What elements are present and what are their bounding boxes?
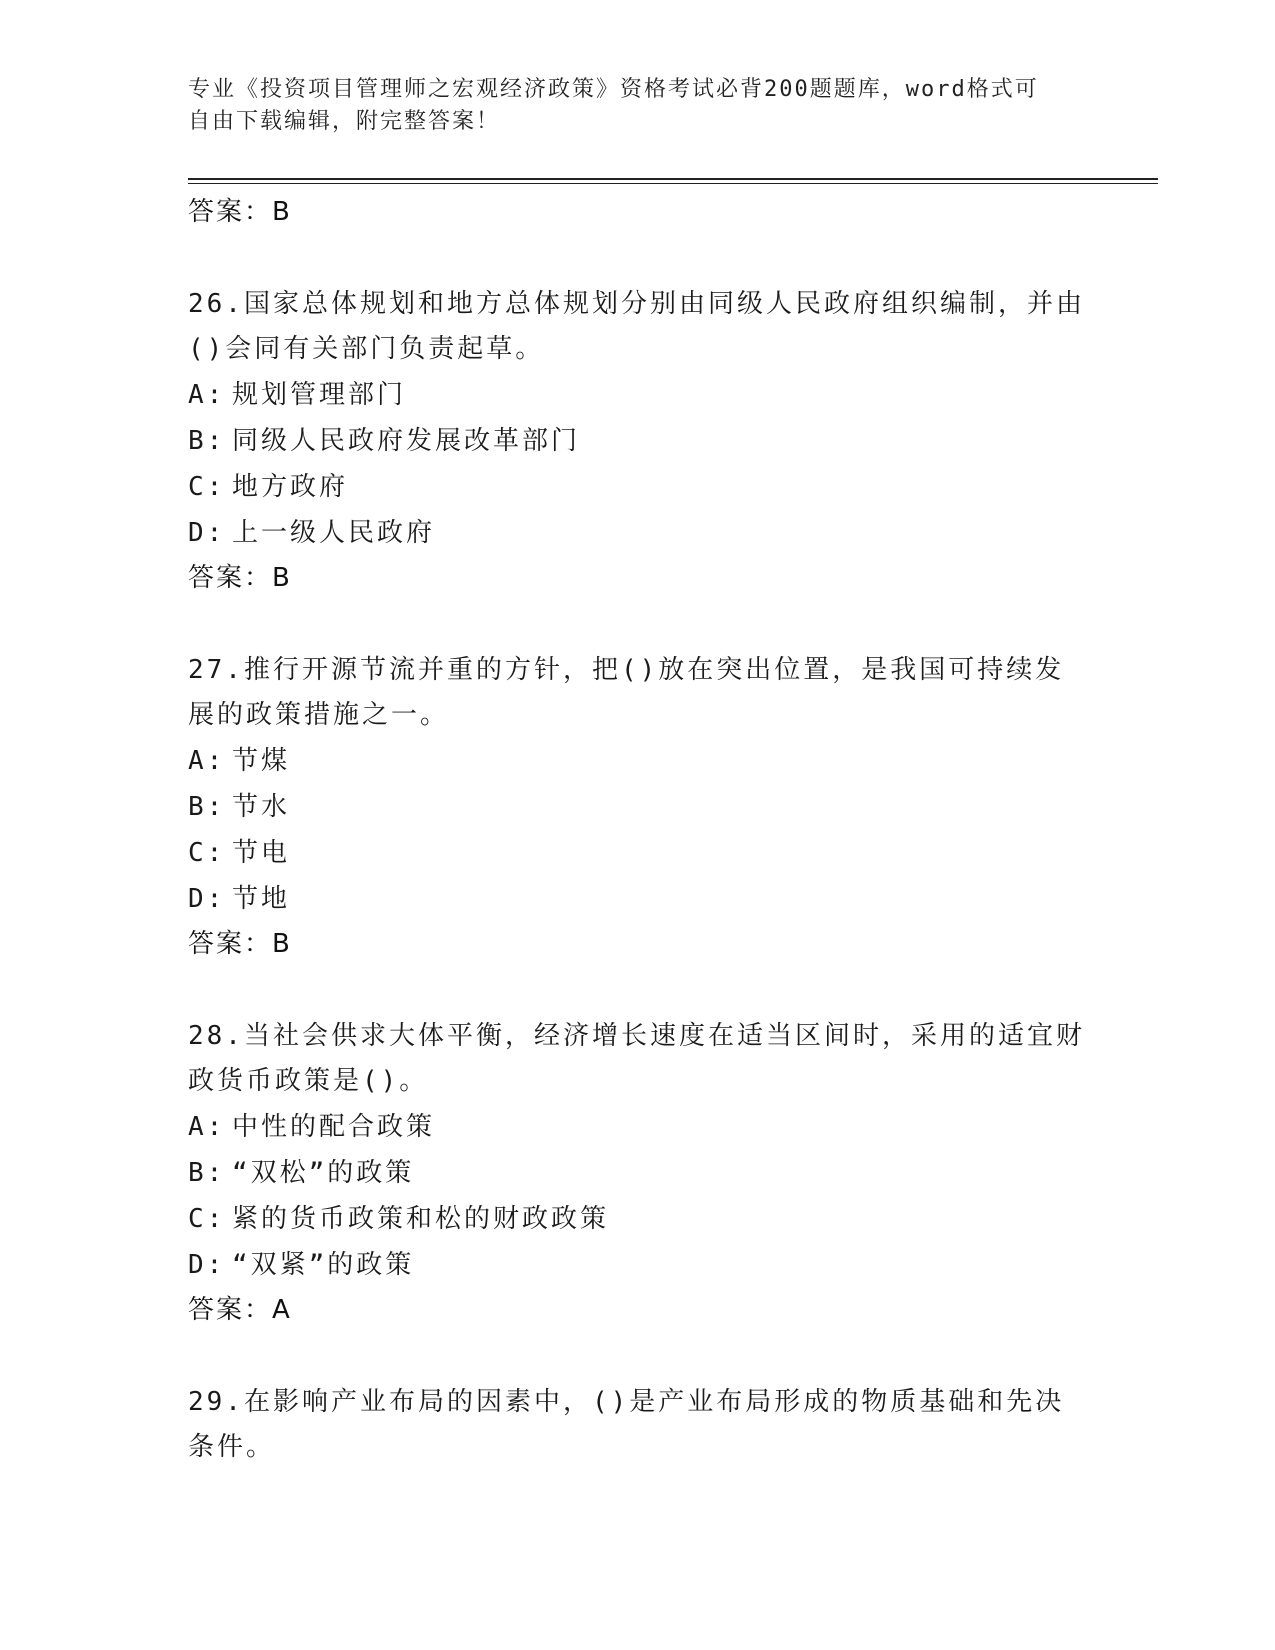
option-b — [188, 1150, 1088, 1196]
option-d — [188, 876, 1088, 922]
question-list — [188, 190, 1088, 1470]
option-c — [188, 830, 1088, 876]
option-d — [188, 1242, 1088, 1288]
question-26 — [188, 282, 1088, 600]
option-a — [188, 372, 1088, 418]
option-text: 节地 — [232, 884, 291, 914]
header-divider-thin — [188, 183, 1158, 184]
answer: 答案：A — [188, 1295, 292, 1325]
option-letter: B: — [188, 426, 226, 456]
question-stem: 27.推行开源节流并重的方针，把()放在突出位置，是我国可持续发展的政策措施之一。 — [188, 655, 1065, 730]
option-text: 上一级人民政府 — [232, 518, 436, 548]
option-a — [188, 1104, 1088, 1150]
option-a — [188, 738, 1088, 784]
option-b — [188, 418, 1088, 464]
header-line-2: 自由下载编辑，附完整答案！ — [188, 109, 501, 134]
option-letter: D: — [188, 884, 226, 914]
option-letter: C: — [188, 838, 226, 868]
option-text: 紧的货币政策和松的财政政策 — [232, 1204, 610, 1234]
question-27 — [188, 648, 1088, 966]
question-stem: 26.国家总体规划和地方总体规划分别由同级人民政府组织编制，并由()会同有关部门负责起草。 — [188, 289, 1085, 364]
option-letter: B: — [188, 1158, 226, 1188]
question-29 — [188, 1380, 1088, 1470]
option-c — [188, 1196, 1088, 1242]
document-header — [188, 74, 1088, 138]
option-letter: A: — [188, 746, 226, 776]
option-letter: B: — [188, 792, 226, 822]
option-letter: D: — [188, 1250, 226, 1280]
option-text: 节水 — [232, 792, 291, 822]
header-line-1: 专业《投资项目管理师之宏观经济政策》资格考试必背200题题库，word格式可 — [188, 77, 1039, 102]
option-text: 节煤 — [232, 746, 291, 776]
option-text: 节电 — [232, 838, 291, 868]
option-letter: C: — [188, 1204, 226, 1234]
question-28 — [188, 1014, 1088, 1332]
option-text: 地方政府 — [232, 472, 349, 502]
option-c — [188, 464, 1088, 510]
option-d — [188, 510, 1088, 556]
answer: 答案：B — [188, 929, 292, 959]
option-text: 中性的配合政策 — [232, 1112, 436, 1142]
question-stem: 28.当社会供求大体平衡，经济增长速度在适当区间时，采用的适宜财政货币政策是()。 — [188, 1021, 1085, 1096]
option-letter: C: — [188, 472, 226, 502]
option-letter: D: — [188, 518, 226, 548]
option-text: “双松”的政策 — [232, 1158, 415, 1188]
question-stem: 29.在影响产业布局的因素中，()是产业布局形成的物质基础和先决条件。 — [188, 1387, 1065, 1462]
option-text: 同级人民政府发展改革部门 — [232, 426, 581, 456]
option-letter: A: — [188, 380, 226, 410]
answer-25: 答案：B — [188, 197, 292, 227]
header-divider-thick — [188, 178, 1158, 180]
option-letter: A: — [188, 1112, 226, 1142]
option-text: 规划管理部门 — [232, 380, 407, 410]
option-b — [188, 784, 1088, 830]
answer: 答案：B — [188, 563, 292, 593]
option-text: “双紧”的政策 — [232, 1250, 415, 1280]
